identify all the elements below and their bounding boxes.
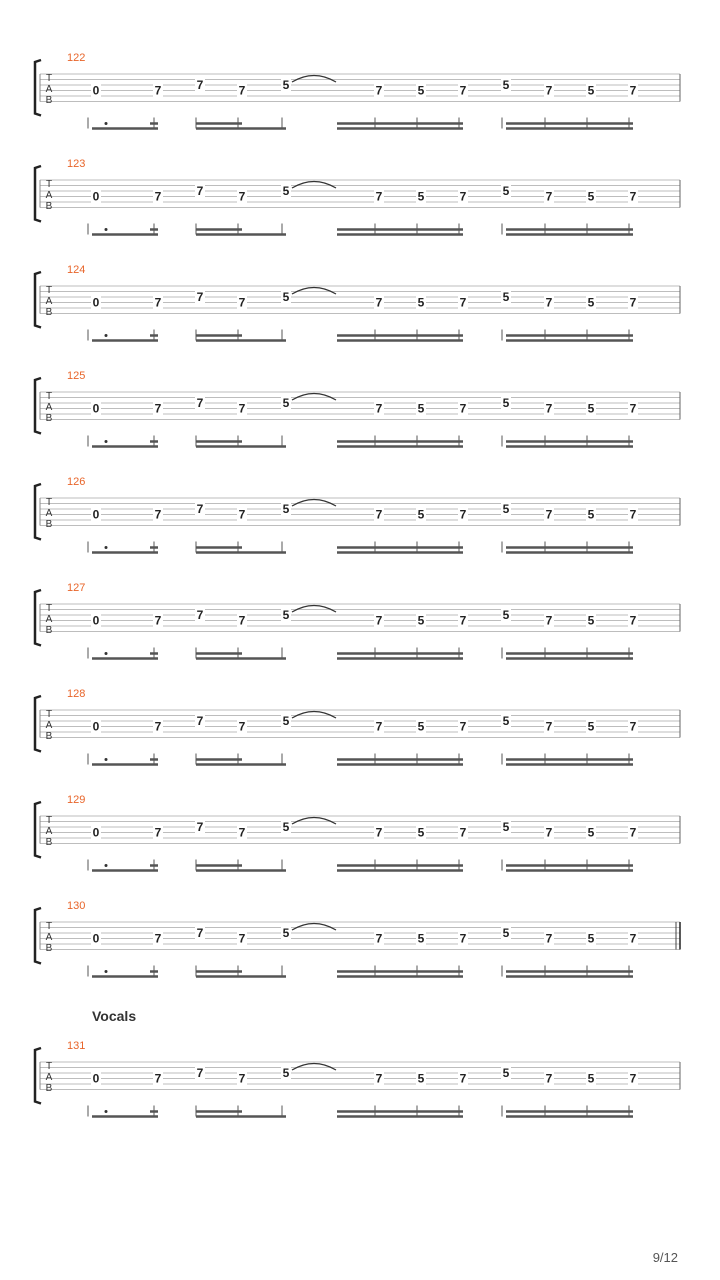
fret-number: 5 — [587, 613, 595, 628]
fret-number: 5 — [502, 820, 510, 834]
fret-number: 7 — [629, 931, 637, 946]
fret-number: 7 — [154, 613, 162, 628]
fret-number: 0 — [92, 401, 100, 416]
fret-number: 5 — [282, 290, 290, 304]
fret-number: 5 — [417, 401, 425, 416]
fret-number: 7 — [629, 295, 637, 310]
tab-clef-letter: A — [45, 402, 53, 413]
fret-number: 5 — [417, 613, 425, 628]
tab-clef-letter: B — [45, 731, 53, 742]
measure-number: 124 — [67, 264, 86, 276]
rhythm-dot — [105, 758, 108, 761]
fret-number: 7 — [629, 401, 637, 416]
fret-number: 7 — [459, 507, 467, 522]
fret-number: 7 — [545, 189, 553, 204]
fret-number: 7 — [196, 184, 204, 198]
fret-number: 5 — [502, 396, 510, 410]
fret-number: 5 — [502, 502, 510, 516]
tab-clef-letter: A — [45, 84, 53, 95]
fret-number: 0 — [92, 825, 100, 840]
fret-number: 7 — [459, 1071, 467, 1086]
fret-number: 0 — [92, 931, 100, 946]
tab-clef-letter: A — [45, 932, 53, 943]
fret-number: 0 — [92, 295, 100, 310]
page-number: 9/12 — [652, 1250, 678, 1265]
tab-clef-letter: B — [45, 837, 53, 848]
fret-number: 5 — [502, 184, 510, 198]
tab-clef-letter: B — [45, 201, 53, 212]
tab-clef-letter: T — [45, 1061, 53, 1072]
tab-clef-letter: T — [45, 497, 53, 508]
fret-number: 7 — [375, 295, 383, 310]
fret-number: 7 — [238, 931, 246, 946]
measure-number: 128 — [67, 688, 86, 700]
fret-number: 7 — [238, 401, 246, 416]
rhythm-dot — [105, 864, 108, 867]
measure-number: 123 — [67, 158, 86, 170]
section-label-vocals: Vocals — [92, 1008, 137, 1024]
fret-number: 5 — [417, 719, 425, 734]
fret-number: 7 — [154, 825, 162, 840]
fret-number: 5 — [502, 926, 510, 940]
fret-number: 5 — [587, 931, 595, 946]
fret-number: 5 — [417, 83, 425, 98]
fret-number: 7 — [459, 189, 467, 204]
measure-number: 129 — [67, 794, 86, 806]
rhythm-dot — [105, 334, 108, 337]
fret-number: 5 — [502, 608, 510, 622]
fret-number: 7 — [196, 1066, 204, 1080]
tab-clef-letter: T — [45, 391, 53, 402]
fret-number: 7 — [545, 401, 553, 416]
fret-number: 7 — [238, 613, 246, 628]
fret-number: 5 — [502, 1066, 510, 1080]
fret-number: 7 — [154, 1071, 162, 1086]
fret-number: 0 — [92, 613, 100, 628]
fret-number: 0 — [92, 719, 100, 734]
measure-number: 130 — [67, 900, 86, 912]
fret-number: 5 — [282, 714, 290, 728]
fret-number: 7 — [375, 83, 383, 98]
tab-clef-letter: A — [45, 190, 53, 201]
fret-number: 7 — [629, 83, 637, 98]
fret-number: 7 — [238, 719, 246, 734]
fret-number: 7 — [375, 507, 383, 522]
fret-number: 5 — [282, 396, 290, 410]
fret-number: 5 — [587, 719, 595, 734]
fret-number: 7 — [545, 1071, 553, 1086]
fret-number: 5 — [417, 507, 425, 522]
fret-number: 7 — [238, 1071, 246, 1086]
tie-arc — [292, 606, 336, 613]
rhythm-dot — [105, 652, 108, 655]
fret-number: 5 — [587, 1071, 595, 1086]
fret-number: 7 — [154, 295, 162, 310]
rhythm-dot — [105, 440, 108, 443]
tab-clef-letter: B — [45, 1083, 53, 1094]
fret-number: 5 — [502, 290, 510, 304]
fret-number: 5 — [502, 78, 510, 92]
fret-number: 7 — [459, 825, 467, 840]
measure-number: 125 — [67, 370, 86, 382]
fret-number: 7 — [459, 83, 467, 98]
fret-number: 7 — [459, 295, 467, 310]
measure-number: 122 — [67, 52, 86, 64]
fret-number: 7 — [629, 825, 637, 840]
tie-arc — [292, 394, 336, 401]
tab-clef-letter: T — [45, 603, 53, 614]
rhythm-dot — [105, 122, 108, 125]
tie-arc — [292, 712, 336, 719]
fret-number: 7 — [545, 825, 553, 840]
fret-number: 5 — [587, 295, 595, 310]
fret-number: 7 — [629, 1071, 637, 1086]
fret-number: 7 — [238, 295, 246, 310]
fret-number: 7 — [196, 290, 204, 304]
fret-number: 7 — [238, 189, 246, 204]
tab-clef-letter: A — [45, 720, 53, 731]
tab-clef-letter: A — [45, 1072, 53, 1083]
tie-arc — [292, 500, 336, 507]
fret-number: 5 — [282, 926, 290, 940]
tab-clef-letter: B — [45, 943, 53, 954]
tab-clef-letter: B — [45, 413, 53, 424]
tab-clef-letter: B — [45, 519, 53, 530]
rhythm-dot — [105, 228, 108, 231]
fret-number: 5 — [587, 83, 595, 98]
fret-number: 7 — [196, 714, 204, 728]
rhythm-dot — [105, 1110, 108, 1113]
tab-clef-letter: T — [45, 73, 53, 84]
fret-number: 7 — [459, 719, 467, 734]
tab-clef-letter: A — [45, 826, 53, 837]
fret-number: 7 — [375, 825, 383, 840]
fret-number: 7 — [154, 931, 162, 946]
tie-arc — [292, 76, 336, 83]
fret-number: 7 — [375, 931, 383, 946]
fret-number: 7 — [545, 507, 553, 522]
tab-clef-letter: B — [45, 307, 53, 318]
fret-number: 7 — [196, 396, 204, 410]
fret-number: 7 — [238, 825, 246, 840]
measure-number: 127 — [67, 582, 86, 594]
tie-arc — [292, 818, 336, 825]
fret-number: 7 — [154, 83, 162, 98]
measure-number: 131 — [67, 1040, 86, 1052]
fret-number: 5 — [282, 78, 290, 92]
fret-number: 5 — [282, 608, 290, 622]
fret-number: 7 — [545, 719, 553, 734]
fret-number: 5 — [417, 825, 425, 840]
tie-arc — [292, 182, 336, 189]
fret-number: 7 — [196, 78, 204, 92]
tab-clef-letter: T — [45, 921, 53, 932]
fret-number: 5 — [587, 189, 595, 204]
fret-number: 0 — [92, 189, 100, 204]
tab-clef-letter: B — [45, 95, 53, 106]
tab-clef-letter: T — [45, 709, 53, 720]
fret-number: 7 — [375, 719, 383, 734]
fret-number: 0 — [92, 507, 100, 522]
fret-number: 7 — [196, 502, 204, 516]
fret-number: 5 — [587, 507, 595, 522]
fret-number: 0 — [92, 83, 100, 98]
tab-clef-letter: T — [45, 179, 53, 190]
fret-number: 7 — [196, 608, 204, 622]
tab-clef-letter: T — [45, 815, 53, 826]
tab-clef-letter: A — [45, 508, 53, 519]
fret-number: 7 — [154, 189, 162, 204]
fret-number: 7 — [459, 401, 467, 416]
fret-number: 5 — [282, 1066, 290, 1080]
rhythm-dot — [105, 970, 108, 973]
fret-number: 7 — [375, 613, 383, 628]
fret-number: 7 — [375, 401, 383, 416]
fret-number: 5 — [282, 184, 290, 198]
fret-number: 5 — [417, 1071, 425, 1086]
tab-clef-letter: B — [45, 625, 53, 636]
fret-number: 5 — [417, 931, 425, 946]
rhythm-dot — [105, 546, 108, 549]
fret-number: 7 — [545, 931, 553, 946]
fret-number: 7 — [629, 719, 637, 734]
fret-number: 7 — [375, 189, 383, 204]
fret-number: 7 — [238, 83, 246, 98]
fret-number: 7 — [196, 820, 204, 834]
fret-number: 7 — [238, 507, 246, 522]
tab-clef-letter: A — [45, 296, 53, 307]
fret-number: 7 — [154, 507, 162, 522]
fret-number: 7 — [154, 719, 162, 734]
tab-clef-letter: T — [45, 285, 53, 296]
fret-number: 7 — [459, 931, 467, 946]
fret-number: 5 — [587, 825, 595, 840]
fret-number: 7 — [154, 401, 162, 416]
fret-number: 0 — [92, 1071, 100, 1086]
fret-number: 7 — [545, 83, 553, 98]
fret-number: 7 — [545, 613, 553, 628]
fret-number: 7 — [545, 295, 553, 310]
tie-arc — [292, 1064, 336, 1071]
fret-number: 5 — [282, 502, 290, 516]
tie-arc — [292, 288, 336, 295]
fret-number: 5 — [417, 189, 425, 204]
tab-clef-letter: A — [45, 614, 53, 625]
fret-number: 5 — [282, 820, 290, 834]
tie-arc — [292, 924, 336, 931]
fret-number: 7 — [375, 1071, 383, 1086]
measure-number: 126 — [67, 476, 86, 488]
fret-number: 5 — [587, 401, 595, 416]
fret-number: 7 — [196, 926, 204, 940]
fret-number: 5 — [417, 295, 425, 310]
fret-number: 7 — [629, 189, 637, 204]
fret-number: 7 — [459, 613, 467, 628]
fret-number: 7 — [629, 613, 637, 628]
fret-number: 5 — [502, 714, 510, 728]
fret-number: 7 — [629, 507, 637, 522]
